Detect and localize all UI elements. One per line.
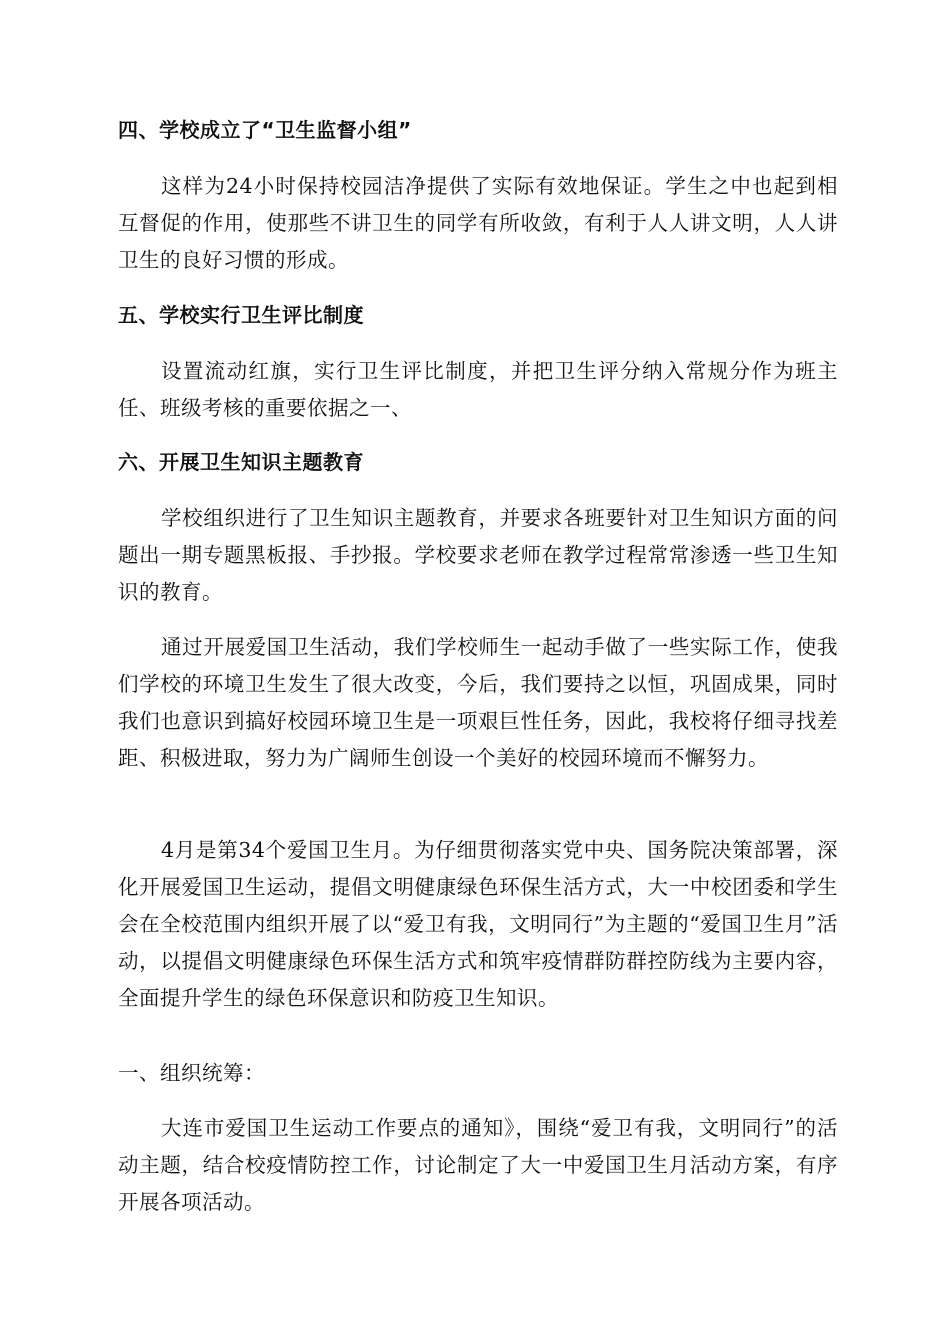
paragraph-summary: 通过开展爱国卫生活动，我们学校师生一起动手做了一些实际工作，使我们学校的环境卫生发生了很大改变，今后，我们要持之以恒，巩固成果，同时我们也意识到搞好校园环境卫生是一项艰巨性任务，因此，我校将仔细寻找差距、积极进取，努力为广阔师生创设一个美好的校园环境而不懈努力。 (118, 635, 838, 770)
section-heading-6: 六、开展卫生知识主题教育 (118, 450, 364, 474)
paragraph-organization: 大连市爱国卫生运动工作要点的通知》，围绕“爱卫有我，文明同行”的活动主题，结合校疫情防控工作，讨论制定了大一中爱国卫生月活动方案，有序开展各项活动。 (118, 1116, 838, 1214)
paragraph-patriotic-health-month: 4月是第34个爱国卫生月。为仔细贯彻落实党中央、国务院决策部署，深化开展爱国卫生运动，提倡文明健康绿色环保生活方式，大一中校团委和学生会在全校范围内组织开展了以“爱卫有我，文明同行”为主题的“爱国卫生月”活动，以提倡文明健康绿色环保生活方式和筑牢疫情群防群控防线为主要内容，全面提升学生的绿色环保意识和防疫卫生知识。 (118, 838, 838, 1010)
paragraph-evaluation-system: 设置流动红旗，实行卫生评比制度，并把卫生评分纳入常规分作为班主任、班级考核的重要依据之一、 (118, 359, 838, 420)
section-heading-5: 五、学校实行卫生评比制度 (118, 303, 364, 327)
paragraph-knowledge-education: 学校组织进行了卫生知识主题教育，并要求各班要针对卫生知识方面的问题出一期专题黑板报、手抄报。学校要求老师在教学过程常常渗透一些卫生知识的教育。 (118, 506, 838, 604)
section-heading-4: 四、学校成立了“卫生监督小组” (118, 118, 412, 142)
paragraph-supervision-group: 这样为24小时保持校园洁净提供了实际有效地保证。学生之中也起到相互督促的作用，使那些不讲卫生的同学有所收敛，有利于人人讲文明，人人讲卫生的良好习惯的形成。 (118, 174, 838, 272)
section-heading-organization: 一、组织统筹： (118, 1061, 265, 1085)
